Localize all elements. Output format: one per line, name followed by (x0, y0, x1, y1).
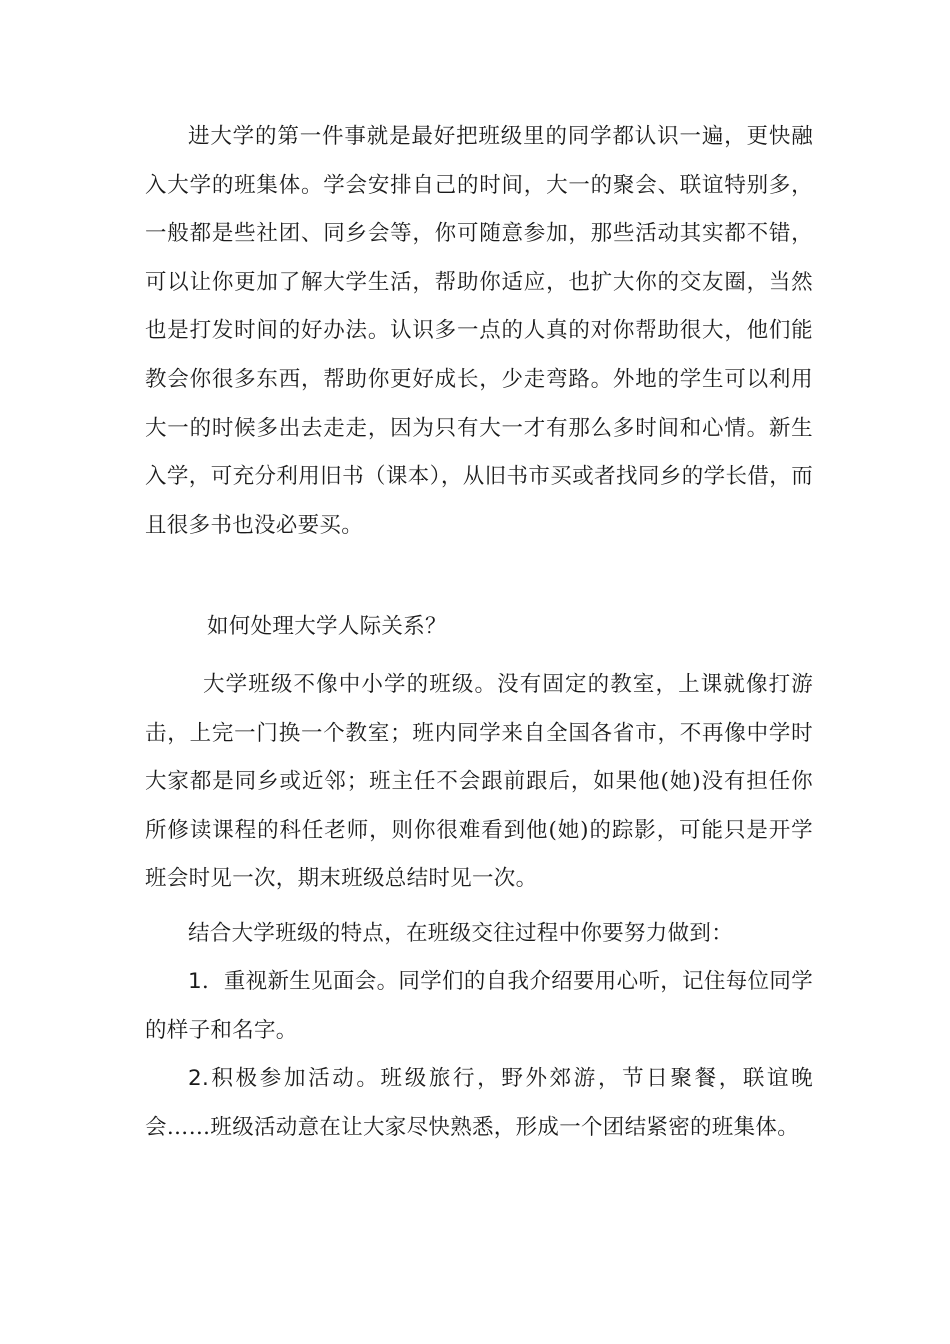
list-item-number: 1． (188, 969, 224, 994)
list-item-text: 积极参加活动。班级旅行，野外郊游，节日聚餐，联谊晚会……班级活动意在让大家尽快熟悉，形成一个团结紧密的班集体。 (145, 1066, 813, 1140)
section-heading: 如何处理大学人际关系？ (207, 614, 447, 639)
list-item-text: 重视新生见面会。同学们的自我介绍要用心听，记住每位同学的样子和名字。 (145, 969, 813, 1043)
paragraph-advice-lead: 结合大学班级的特点，在班级交往过程中你要努力做到： (188, 921, 734, 946)
paragraph-class-description: 大学班级不像中小学的班级。没有固定的教室，上课就像打游击，上完一门换一个教室；班内同学来自全国各省市，不再像中学时大家都是同乡或近邻；班主任不会跟前跟后，如果他(她)没有担任你所修读课程的科任老师，则你很难看到他(她)的踪影，可能只是开学班会时见一次，期末班级总结时见一次。 (145, 672, 813, 892)
list-item-1 (145, 958, 813, 1055)
list-item-number: 2. (188, 1066, 210, 1091)
list-item-2 (145, 1055, 813, 1152)
paragraph-intro: 进大学的第一件事就是最好把班级里的同学都认识一遍，更快融入大学的班集体。学会安排自己的时间，大一的聚会、联谊特别多，一般都是些社团、同乡会等，你可随意参加，那些活动其实都不错，可以让你更加了解大学生活，帮助你适应，也扩大你的交友圈，当然也是打发时间的好办法。认识多一点的人真的对你帮助很大，他们能教会你很多东西，帮助你更好成长，少走弯路。外地的学生可以利用大一的时候多出去走走，因为只有大一才有那么多时间和心情。新生入学，可充分利用旧书（课本），从旧书市买或者找同乡的学长借，而且很多书也没必要买。 (145, 124, 813, 538)
